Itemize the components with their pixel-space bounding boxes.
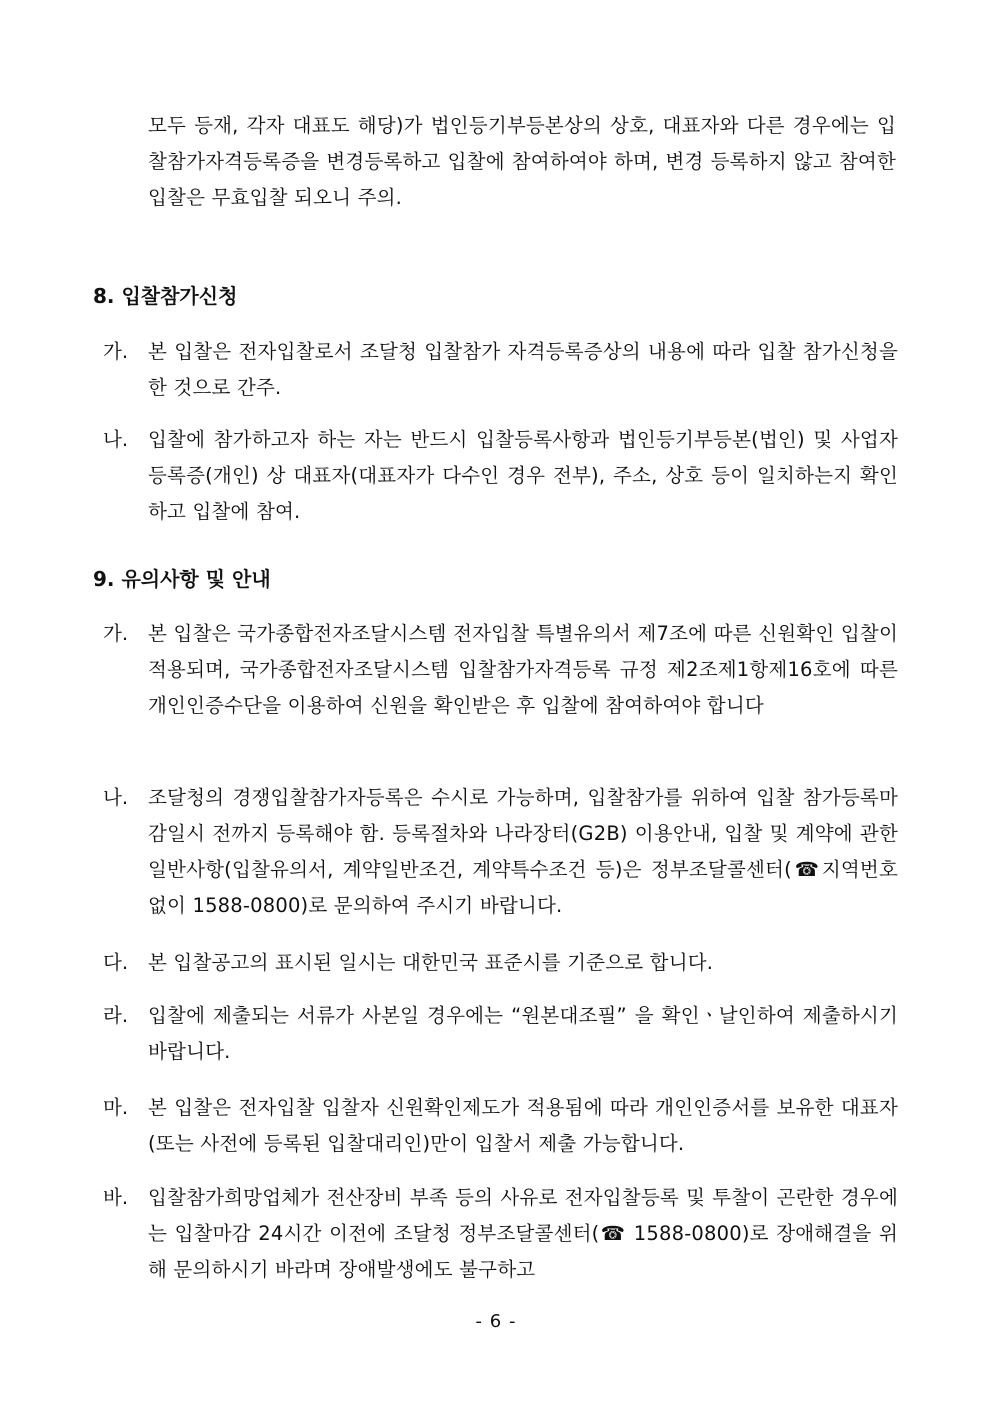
- item-text: 입찰에 참가하고자 하는 자는 반드시 입찰등록사항과 법인등기부등본(법인) 및 사업자등록증(개인) 상 대표자(대표자가 다수인 경우 전부), 주소, 상호 등이 일치하는지 확인하고 입찰에 참여.: [148, 428, 898, 523]
- intro-paragraph: 모두 등재, 각자 대표도 해당)가 법인등기부등본상의 상호, 대표자와 다른 경우에는 입찰참가자격등록증을 변경등록하고 입찰에 참여하여야 하며, 변경 등록하지 않고 참여한 입찰은 무효입찰 되오니 주의.: [148, 114, 896, 209]
- section-8-item-ga: [103, 334, 903, 406]
- section-9-item-ra: [103, 998, 903, 1070]
- section-8-heading: 8. 입찰참가신청: [93, 284, 238, 308]
- item-text: 본 입찰공고의 표시된 일시는 대한민국 표준시를 기준으로 합니다.: [148, 951, 714, 974]
- item-marker: 가.: [103, 622, 129, 645]
- item-marker: 라.: [103, 1004, 129, 1027]
- section-9-item-da: [103, 945, 903, 981]
- item-marker: 나.: [103, 428, 129, 451]
- section-9-heading: 9. 유의사항 및 안내: [93, 567, 271, 591]
- item-text: 입찰에 제출되는 서류가 사본일 경우에는 “원본대조필” 을 확인ㆍ날인하여 제출하시기 바랍니다.: [148, 1004, 898, 1063]
- item-text: 본 입찰은 전자입찰 입찰자 신원확인제도가 적용됨에 따라 개인인증서를 보유한 대표자(또는 사전에 등록된 입찰대리인)만이 입찰서 제출 가능합니다.: [148, 1096, 898, 1155]
- page-number: - 6 -: [475, 1311, 517, 1332]
- item-marker: 바.: [103, 1186, 129, 1209]
- item-text: 입찰참가희망업체가 전산장비 부족 등의 사유로 전자입찰등록 및 투찰이 곤란한 경우에는 입찰마감 24시간 이전에 조달청 정부조달콜센터(☎ 1588-0800)로 장애해결을 위해 문의하시기 바라며 장애발생에도 불구하고: [148, 1186, 898, 1281]
- section-9-item-ma: [103, 1090, 903, 1162]
- item-marker: 마.: [103, 1096, 129, 1119]
- section-8-item-na: [103, 422, 903, 530]
- item-marker: 다.: [103, 951, 129, 974]
- item-text: 본 입찰은 국가종합전자조달시스템 전자입찰 특별유의서 제7조에 따른 신원확인 입찰이 적용되며, 국가종합전자조달시스템 입찰참가자격등록 규정 제2조제1항제16호에 따른 개인인증수단을 이용하여 신원을 확인받은 후 입찰에 참여하여야 합니다: [148, 622, 898, 717]
- item-text: 본 입찰은 전자입찰로서 조달청 입찰참가 자격등록증상의 내용에 따라 입찰 참가신청을 한 것으로 간주.: [148, 340, 898, 399]
- item-marker: 나.: [103, 786, 129, 809]
- section-9-item-ba: [103, 1180, 903, 1288]
- section-9-item-ga: [103, 616, 903, 724]
- item-text: 조달청의 경쟁입찰참가자등록은 수시로 가능하며, 입찰참가를 위하여 입찰 참가등록마감일시 전까지 등록해야 함. 등록절차와 나라장터(G2B) 이용안내, 입찰 및 계약에 관한 일반사항(입찰유의서, 계약일반조건, 계약특수조건 등)은 정부조달콜센터(☎지역번호 없이 1588-0800)로 문의하여 주시기 바랍니다.: [148, 786, 898, 917]
- item-marker: 가.: [103, 340, 129, 363]
- section-9-item-na: [103, 780, 903, 924]
